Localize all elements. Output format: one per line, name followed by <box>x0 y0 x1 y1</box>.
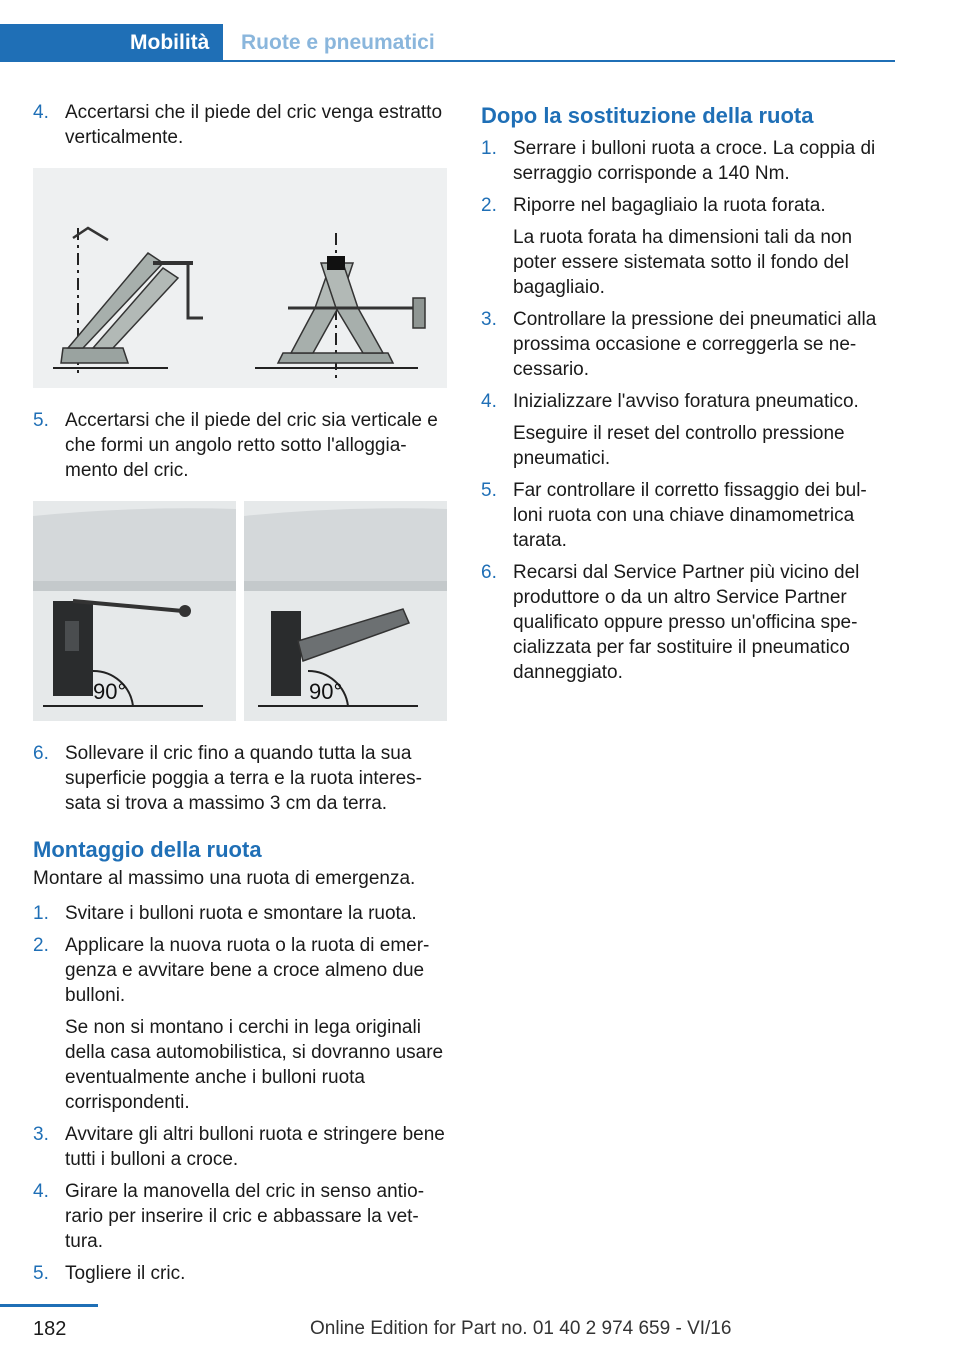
step-text: Sollevare il cric fino a quando tutta la sua superficie poggia a terra e la ruota interes-sata si trova a massimo 3 cm da terra. <box>65 743 422 814</box>
after-step-5 <box>481 478 895 553</box>
mount-step-1 <box>33 901 447 926</box>
step-note: La ruota forata ha dimensioni tali da non poter essere sistemata sotto il fondo del bagagliaio. <box>513 227 853 298</box>
step-text: Far controllare il corretto fissaggio dei bul-loni ruota con una chiave dinamometrica tarata. <box>513 480 867 551</box>
step-number: 5. <box>33 1263 49 1284</box>
mount-step-5 <box>33 1261 447 1286</box>
left-column <box>33 100 447 1293</box>
step-number: 3. <box>33 1124 49 1145</box>
step-text: Togliere il cric. <box>65 1263 186 1284</box>
step-number: 5. <box>481 480 497 501</box>
step-text: Accertarsi che il piede del cric venga estratto verticalmente. <box>65 102 443 148</box>
jack-right-angle-photos <box>33 501 447 721</box>
step-number: 2. <box>33 935 49 956</box>
step-number: 4. <box>481 391 497 412</box>
step-5-right-angle <box>33 408 447 483</box>
step-number: 4. <box>33 1181 49 1202</box>
section-intro: Montare al massimo una ruota di emergenza. <box>33 868 416 889</box>
step-number: 6. <box>33 743 49 764</box>
step-number: 6. <box>481 562 497 583</box>
mount-step-3 <box>33 1122 447 1172</box>
step-text: Recarsi dal Service Partner più vicino del produttore o da un altro Service Partner qualificato oppure presso un'officina spe-cializzata per far sostituire il pneumatico danneggiato. <box>513 562 860 683</box>
step-text: Serrare i bulloni ruota a croce. La coppia di serraggio corrisponde a 140 Nm. <box>513 138 876 184</box>
step-text: Girare la manovella del cric in senso antio-rario per inserire il cric e abbassare la vet-tura. <box>65 1181 425 1252</box>
page-number: 182 <box>33 1318 67 1340</box>
step-text: Avvitare gli altri bulloni ruota e stringere bene tutti i bulloni a croce. <box>65 1124 445 1170</box>
step-number: 4. <box>33 102 49 123</box>
step-6-raise-jack <box>33 741 447 816</box>
step-text: Applicare la nuova ruota o la ruota di emer-genza e avvitare bene a croce almeno due bulloni. <box>65 935 430 1006</box>
subsection-tab: Ruote e pneumatici <box>241 31 435 54</box>
jack-extension-illustration <box>33 168 447 388</box>
section-title-after-change: Dopo la sostituzione della ruota <box>481 103 814 128</box>
after-step-3 <box>481 307 895 382</box>
jack-side-and-front-drawing <box>33 168 447 388</box>
after-step-4 <box>481 389 895 471</box>
jack-under-car-drawing <box>33 501 447 721</box>
step-text: Riporre nel bagagliaio la ruota forata. <box>513 195 826 216</box>
step-number: 5. <box>33 410 49 431</box>
step-text: Inizializzare l'avviso foratura pneumatico. <box>513 391 859 412</box>
mount-step-4 <box>33 1179 447 1254</box>
section-tab: Mobilità <box>0 24 223 62</box>
step-number: 2. <box>481 195 497 216</box>
footer-rule <box>0 1304 98 1307</box>
step-text: Accertarsi che il piede del cric sia verticale e che formi un angolo retto sotto l'alloggia-mento del cric. <box>65 410 438 481</box>
step-text: Controllare la pressione dei pneumatici alla prossima occasione e correggerla se ne-cessario. <box>513 309 877 380</box>
mount-step-2 <box>33 933 447 1115</box>
step-number: 1. <box>33 903 49 924</box>
after-step-2 <box>481 193 895 300</box>
after-step-6 <box>481 560 895 685</box>
step-number: 1. <box>481 138 497 159</box>
step-number: 3. <box>481 309 497 330</box>
right-column <box>481 100 895 692</box>
step-text: Svitare i bulloni ruota e smontare la ruota. <box>65 903 417 924</box>
edition-note: Online Edition for Part no. 01 40 2 974 659 - VI/16 <box>310 1318 732 1339</box>
page-header <box>0 24 895 62</box>
step-note: Se non si montano i cerchi in lega originali della casa automobilistica, si dovranno usare eventualmente anche i bulloni ruota corrispondenti. <box>65 1017 444 1113</box>
section-title-mount-wheel: Montaggio della ruota <box>33 837 262 862</box>
step-4-jack-foot-vertical <box>33 100 447 150</box>
after-step-1 <box>481 136 895 186</box>
angle-label-right: 90° <box>309 679 343 704</box>
step-note: Eseguire il reset del controllo pressione pneumatici. <box>513 423 845 469</box>
angle-label-left: 90° <box>93 679 127 704</box>
